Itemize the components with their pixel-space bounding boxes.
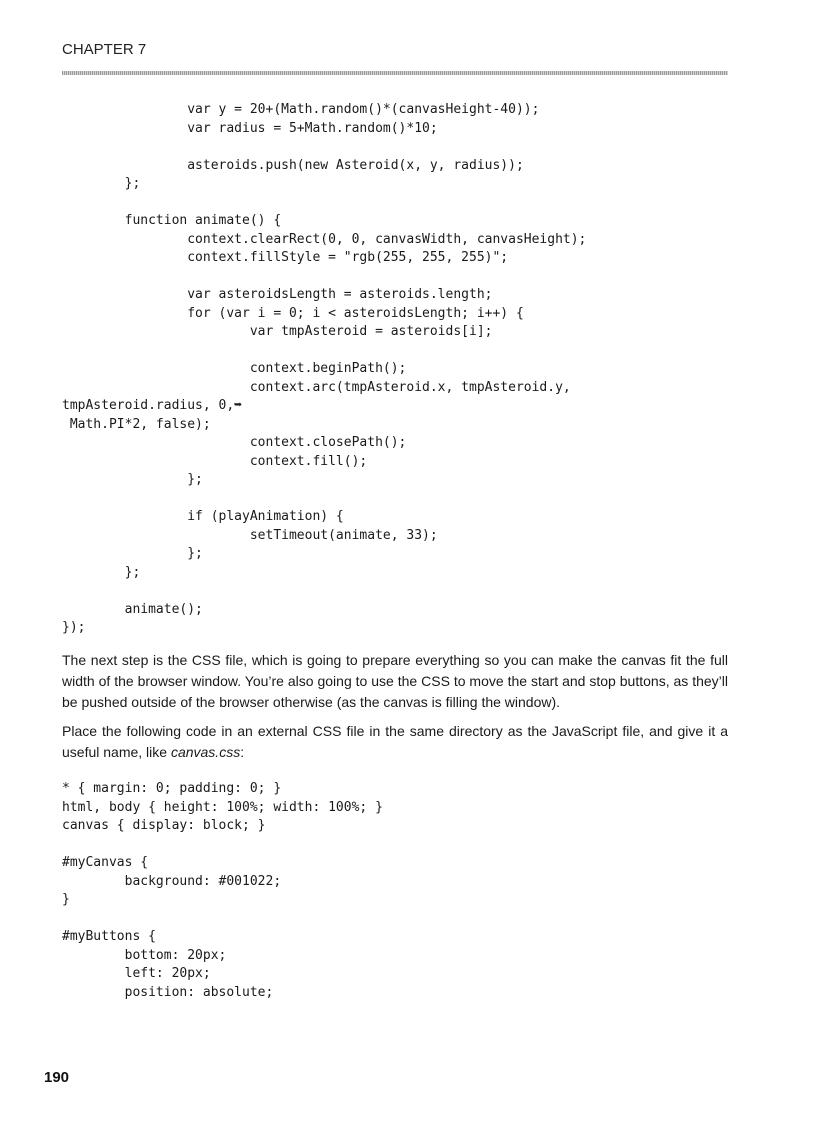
code-line: var asteroidsLength = asteroids.length; [62,287,493,302]
code-line: bottom: 20px; [62,947,227,963]
code-line: }; [62,564,141,580]
code-line: #myButtons { [62,929,156,944]
code-line: var tmpAsteroid = asteroids[i]; [62,324,493,339]
paragraph-css-intro: The next step is the CSS file, which is going to prepare everything so you can make the canvas fit the full width of the browser window. You’re also going to use the CSS to move the start and stop buttons, as they’ll be pushed outside of the browser otherwise (as the canvas is filling the window). [62,652,728,710]
code-line: html, body { height: 100%; width: 100%; } [62,799,383,815]
code-line: }); [62,620,86,635]
code-line: var y = 20+(Math.random()*(canvasHeight-40)); [62,102,540,117]
code-line: }; [62,472,203,487]
code-line: context.fillStyle = "rgb(255, 255, 255)"; [62,250,509,265]
code-line: var radius = 5+Math.random()*10; [62,120,438,136]
filename: canvas.css [170,744,241,760]
code-line: context.closePath(); [62,435,407,450]
code-line: }; [62,176,141,191]
code-line: context.arc(tmpAsteroid.x, tmpAsteroid.y, [62,379,571,395]
code-line: context.fill(); [62,453,368,469]
page-number: 190 [44,1069,70,1086]
code-line: }; [62,546,203,561]
code-line: * { margin: 0; padding: 0; } [62,781,282,796]
code-line: Math.PI*2, false); [62,416,211,432]
paragraph-text: Place the following code in an external CSS file in the same directory as the JavaScript file, and give it a useful name, like [62,723,728,760]
code-line: left: 20px; [62,966,211,981]
chapter-header: CHAPTER 7 [62,41,147,58]
code-listing-css [62,780,383,1002]
code-line: #myCanvas { [62,855,149,870]
code-line: context.clearRect(0, 0, canvasWidth, canvasHeight); [62,231,587,247]
paragraph-css-instructions [62,721,728,763]
code-line: position: absolute; [62,984,274,1000]
header-rule [62,71,728,75]
code-line: for (var i = 0; i < asteroidsLength; i++) { [62,305,524,321]
code-line: asteroids.push(new Asteroid(x, y, radius)); [62,157,524,173]
paragraph-suffix: : [240,744,245,760]
code-line: if (playAnimation) { [62,509,344,524]
code-line: function animate() { [62,213,282,228]
code-line: setTimeout(animate, 33); [62,527,438,543]
code-line: canvas { display: block; } [62,818,266,833]
code-line: animate(); [62,601,203,617]
code-listing-javascript [62,101,586,638]
code-line: context.beginPath(); [62,361,407,376]
code-line: tmpAsteroid.radius, 0,➥ [62,398,243,413]
code-line: } [62,892,70,907]
code-line: background: #001022; [62,873,282,889]
